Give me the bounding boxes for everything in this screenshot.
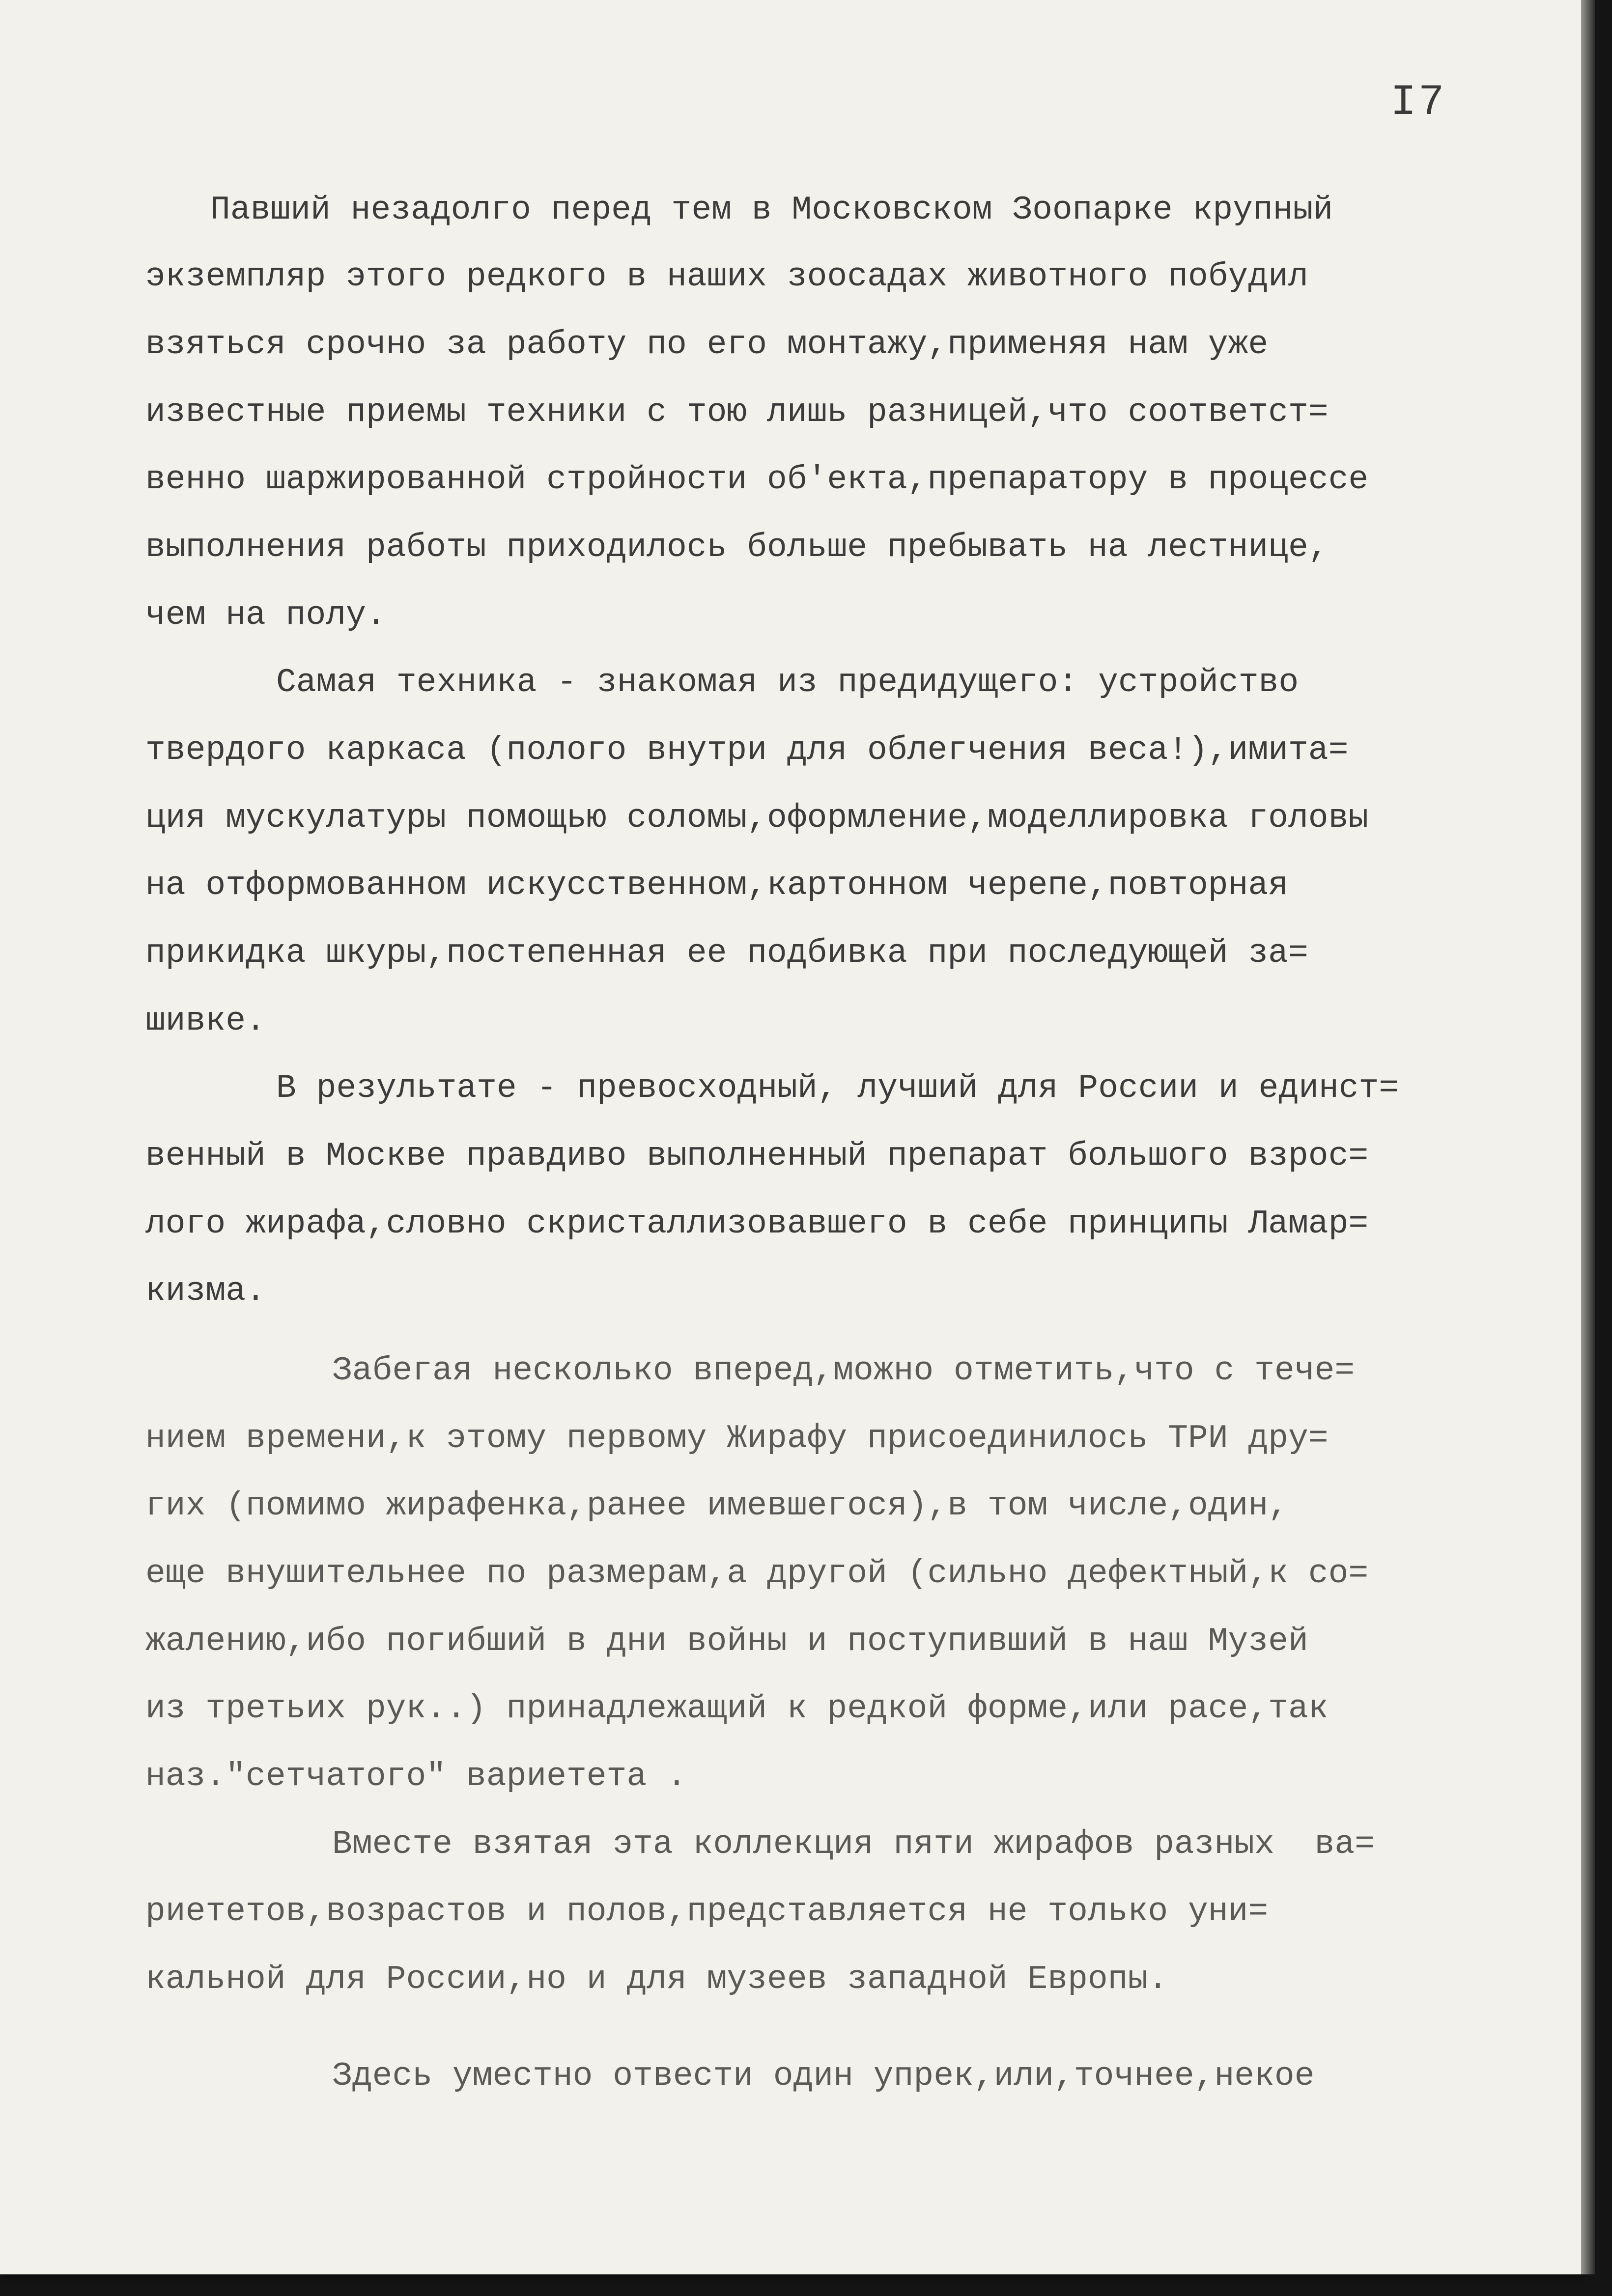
- text-line: Забегая несколько вперед,можно отметить,что с тече=: [332, 1352, 1355, 1390]
- text-line: венно шаржированной стройности об'екта,препаратору в процессе: [145, 461, 1369, 499]
- page-number: I7: [1390, 79, 1446, 127]
- text-line: экземпляр этого редкого в наших зоосадах животного побудил: [145, 258, 1308, 296]
- text-line: твердого каркаса (полого внутри для облегчения веса!),имита=: [145, 731, 1349, 769]
- text-line: Здесь уместно отвести один упрек,или,точнее,некое: [332, 2057, 1315, 2095]
- text-line: В результате - превосходный, лучший для России и единст=: [276, 1069, 1399, 1107]
- text-line: чем на полу.: [145, 596, 386, 634]
- text-line: еще внушительнее по размерам,а другой (сильно дефектный,к со=: [145, 1555, 1369, 1593]
- text-line: выполнения работы приходилось больше пребывать на лестнице,: [145, 529, 1329, 566]
- text-line: жалению,ибо погибший в дни войны и поступивший в наш Музей: [145, 1623, 1308, 1660]
- text-line: Самая техника - знакомая из предидущего: устройство: [276, 664, 1299, 701]
- text-line: из третьих рук..) принадлежащий к редкой форме,или расе,так: [145, 1690, 1329, 1728]
- text-line: Павший незадолго перед тем в Московском Зоопарке крупный: [210, 191, 1333, 229]
- text-line: наз."сетчатого" вариетета .: [145, 1758, 687, 1795]
- text-line: Вместе взятая эта коллекция пяти жирафов разных ва=: [332, 1825, 1375, 1863]
- text-line: гих (помимо жирафенка,ранее имевшегося),в том числе,один,: [145, 1487, 1288, 1525]
- text-line: венный в Москве правдиво выполненный препарат большого взрос=: [145, 1137, 1369, 1175]
- text-line: взяться срочно за работу по его монтажу,применяя нам уже: [145, 326, 1269, 364]
- text-line: известные приемы техники с тою лишь разницей,что соответст=: [145, 393, 1329, 431]
- text-line: шивке.: [145, 1002, 266, 1040]
- text-line: нием времени,к этому первому Жирафу присоединилось ТРИ дру=: [145, 1420, 1329, 1457]
- text-line: кальной для России,но и для музеев западной Европы.: [145, 1960, 1168, 1998]
- text-line: на отформованном искусственном,картонном черепе,повторная: [145, 867, 1288, 904]
- text-line: кизма.: [145, 1272, 266, 1310]
- text-line: прикидка шкуры,постепенная ее подбивка при последующей за=: [145, 934, 1308, 972]
- text-line: лого жирафа,словно скристаллизовавшего в себе принципы Ламар=: [145, 1205, 1369, 1243]
- text-line: риететов,возрастов и полов,представляется не только уни=: [145, 1893, 1269, 1931]
- text-line: ция мускулатуры помощью соломы,оформление,моделлировка головы: [145, 799, 1369, 837]
